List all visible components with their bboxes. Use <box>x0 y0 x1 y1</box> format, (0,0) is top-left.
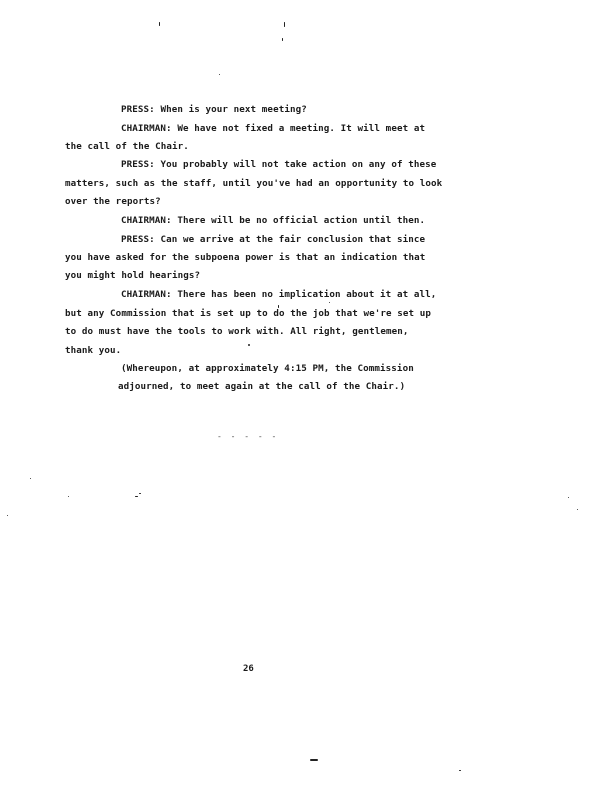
transcript-line <box>65 308 431 320</box>
line-text: (Whereupon, at approximately 4:15 PM, the Commission <box>121 363 414 374</box>
transcript-line <box>65 178 442 190</box>
scan-speck <box>577 509 578 510</box>
line-text: Can we arrive at the fair conclusion that since <box>160 234 426 245</box>
transcript-line <box>121 215 425 227</box>
transcript-line <box>121 363 414 375</box>
transcript-line <box>121 159 436 171</box>
scan-speck <box>329 302 330 303</box>
line-text: matters, such as the staff, until you've had an opportunity to look <box>65 178 443 189</box>
transcript-line <box>65 345 121 357</box>
transcript-line <box>65 252 425 264</box>
transcript-line <box>65 270 200 282</box>
scan-speck <box>30 478 31 479</box>
line-text: You probably will not take action on any of these <box>160 159 437 170</box>
scan-speck <box>568 497 569 498</box>
speaker-label: CHAIRMAN: <box>121 123 172 134</box>
line-text: you have asked for the subpoena power is that an indication that <box>65 252 426 263</box>
scan-speck <box>282 38 283 41</box>
line-text: over the reports? <box>65 196 161 207</box>
scan-speck <box>159 22 160 26</box>
transcript-line <box>121 289 436 301</box>
line-text: but any Commission that is set up to do the job that we're set up <box>65 308 432 319</box>
scan-speck <box>284 22 285 27</box>
scan-speck <box>459 770 461 771</box>
scan-speck <box>7 515 8 516</box>
page-number: 26 <box>243 664 254 674</box>
speaker-label: PRESS: <box>121 234 155 245</box>
scan-speck <box>278 305 279 308</box>
scan-speck <box>219 74 220 75</box>
line-text: thank you. <box>65 345 122 356</box>
transcript-line <box>118 381 405 393</box>
speaker-label: CHAIRMAN: <box>121 215 172 226</box>
line-text: There has been no implication about it at all, <box>177 289 437 300</box>
line-text: to do must have the tools to work with. All right, gentlemen, <box>65 326 409 337</box>
section-separator: - - - - - <box>217 432 279 441</box>
line-text: There will be no official action until then. <box>177 215 426 226</box>
line-text: you might hold hearings? <box>65 270 201 281</box>
scan-speck <box>68 496 69 497</box>
scan-speck <box>310 759 318 761</box>
transcript-line <box>65 196 161 208</box>
transcript-line <box>121 104 307 116</box>
line-text: When is your next meeting? <box>160 104 307 115</box>
speaker-label: PRESS: <box>121 159 155 170</box>
transcript-line <box>65 326 409 338</box>
line-text: We have not fixed a meeting. It will meet at <box>177 123 426 134</box>
speaker-label: PRESS: <box>121 104 155 115</box>
transcript-line <box>65 141 189 153</box>
transcript-line <box>121 123 425 135</box>
line-text: the call of the Chair. <box>65 141 189 152</box>
speaker-label: CHAIRMAN: <box>121 289 172 300</box>
line-text: adjourned, to meet again at the call of the Chair.) <box>118 381 406 392</box>
scan-speck <box>139 493 141 494</box>
scan-speck <box>135 496 138 497</box>
transcript-line <box>121 234 425 246</box>
scan-speck <box>248 344 250 346</box>
